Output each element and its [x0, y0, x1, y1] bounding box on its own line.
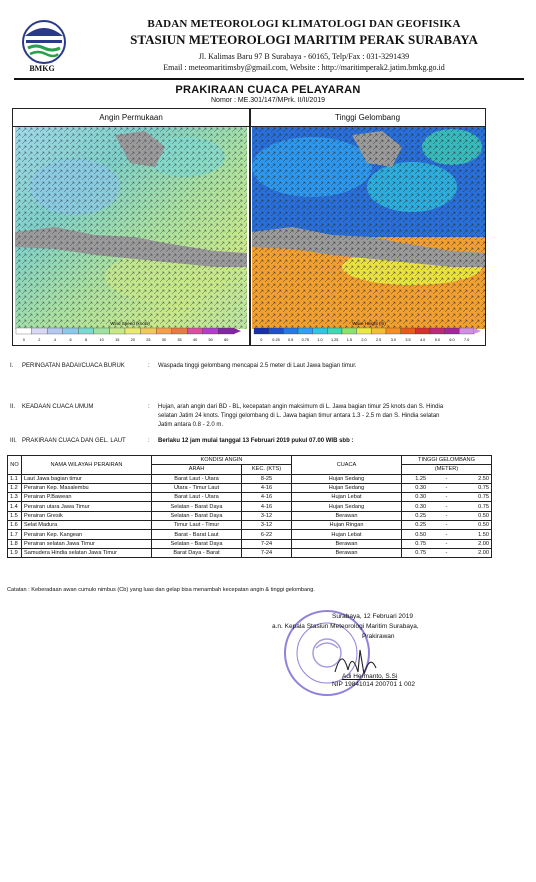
cell-direction: Selatan - Barat Daya	[152, 502, 242, 511]
col-header-speed: KEC. (KTS)	[242, 465, 292, 474]
cell-area: Perairan Kep. Kangean	[22, 530, 152, 539]
table-row	[8, 474, 492, 483]
wave-map	[252, 127, 485, 329]
scale-swatch	[141, 328, 157, 334]
section-forecast	[0, 437, 536, 449]
cell-speed: 8-25	[242, 474, 292, 483]
scale-tick-label: 6	[69, 338, 72, 342]
cell-speed: 7-24	[242, 548, 292, 557]
cell-weather: Berawan	[292, 511, 402, 520]
station-name: STASIUN METEOROLOGI MARITIM PERAK SURABAYA	[130, 32, 478, 47]
cell-wave-dash: -	[439, 483, 453, 492]
agency-name: BADAN METEOROLOGI KLIMATOLOGI DAN GEOFISIKA	[147, 18, 461, 30]
scale-tick-label: 15	[115, 338, 120, 342]
scale-tick-label: 50	[208, 338, 213, 342]
cell-weather: Hujan Lebat	[292, 493, 402, 502]
wave-scale-label: Wave Height (m)	[352, 321, 386, 326]
cell-area: Perairan P.Bawean	[22, 493, 152, 502]
general-weather-line: Hujan, arah angin dari BD - BL, kecepatan angin maksimum di L. Jawa bagian timur 25 knots dan S. Hindia	[158, 404, 444, 410]
scale-swatch	[78, 328, 94, 334]
cell-direction: Timur Laut - Timur	[152, 521, 242, 530]
wind-map	[15, 127, 247, 329]
cell-no: 1.1	[8, 474, 22, 483]
scale-tick-label: 0.5	[288, 338, 294, 342]
cell-speed: 7-24	[242, 539, 292, 548]
signer-name: Adi Hermanto, S.Si	[342, 673, 398, 680]
cell-wave-dash: -	[439, 511, 453, 520]
scale-tick-label: 25	[146, 338, 151, 342]
cell-wave-dash: -	[439, 502, 453, 511]
cell-wave-dash: -	[439, 493, 453, 502]
wave-scale	[252, 318, 486, 346]
scale-swatch	[109, 328, 125, 334]
scale-swatch	[218, 328, 234, 334]
section-label: KEADAAN CUACA UMUM	[22, 404, 94, 410]
cell-direction: Selatan - Barat Daya	[152, 511, 242, 520]
cell-wave-min: 0.25	[402, 511, 440, 520]
section-colon: :	[148, 363, 150, 369]
scale-swatch	[371, 328, 386, 334]
scale-tick-label: 40	[192, 338, 198, 342]
scale-arrow	[234, 328, 241, 334]
table-row	[8, 548, 492, 557]
cell-wave-max: 2.50	[454, 474, 492, 483]
table-row	[8, 521, 492, 530]
table-row	[8, 511, 492, 520]
scale-tick-label: 30	[161, 338, 167, 342]
section-colon: :	[148, 404, 150, 410]
cell-speed: 3-12	[242, 521, 292, 530]
cell-no: 1.7	[8, 530, 22, 539]
scale-swatch	[63, 328, 79, 334]
scale-swatch	[94, 328, 110, 334]
scale-swatch	[125, 328, 141, 334]
scale-swatch	[386, 328, 401, 334]
scale-tick-label: 35	[177, 338, 182, 342]
forecast-validity: Berlaku 12 jam mulai tanggal 13 Februari 2019 pukul 07.00 WIB sbb :	[158, 438, 354, 444]
table-row	[8, 530, 492, 539]
col-header-direction: ARAH	[152, 465, 242, 474]
cell-weather: Hujan Sedang	[292, 474, 402, 483]
signature-block	[272, 612, 522, 690]
scale-arrow	[474, 328, 481, 334]
section-colon: :	[148, 438, 150, 444]
cell-speed: 4-16	[242, 483, 292, 492]
scale-tick-label: 0	[22, 338, 25, 342]
cell-wave-min: 0.30	[402, 483, 440, 492]
scale-swatch	[269, 328, 284, 334]
scale-tick-label: 60	[224, 338, 229, 342]
cell-area: Selat Madura	[22, 521, 152, 530]
scale-swatch	[254, 328, 269, 334]
cell-wave-max: 1.50	[454, 530, 492, 539]
cell-wave-dash: -	[439, 539, 453, 548]
document-number: Nomor : ME.301/147/MPrk. II/II/2019	[211, 97, 325, 104]
logo-text: BMKG	[29, 64, 55, 73]
cell-weather: Hujan Lebat	[292, 530, 402, 539]
scale-swatch	[16, 328, 32, 334]
section-number: II.	[10, 404, 16, 410]
cell-wave-min: 0.50	[402, 530, 440, 539]
scale-swatch	[203, 328, 219, 334]
cell-area: Perairan Gresik	[22, 511, 152, 520]
scale-swatch	[313, 328, 328, 334]
scale-tick-label: 3.0	[390, 338, 396, 342]
on-behalf: a.n. Kepala Stasiun Meteorologi Maritim Surabaya,	[272, 623, 419, 630]
scale-tick-label: 2	[38, 338, 41, 342]
cell-no: 1.9	[8, 548, 22, 557]
cell-direction: Barat Laut - Utara	[152, 474, 242, 483]
forecast-table	[7, 455, 492, 558]
scale-tick-label: 2.0	[361, 338, 367, 342]
scale-tick-label: 1.25	[330, 338, 339, 342]
cell-wave-min: 0.30	[402, 493, 440, 502]
wind-scale	[14, 318, 246, 346]
general-weather-line: Jatim antara 0.8 - 2.0 m.	[158, 422, 224, 428]
section-number: III.	[10, 438, 17, 444]
warning-text: Waspada tinggi gelombang mencapai 2.5 meter di Laut Jawa bagian timur.	[158, 363, 357, 369]
signer-nip: NIP 19841014 200701 1 002	[332, 681, 416, 688]
cell-area: Samudera Hindia selatan Jawa Timur	[22, 548, 152, 557]
cell-direction: Barat Laut - Utara	[152, 493, 242, 502]
cell-direction: Selatan - Barat Daya	[152, 539, 242, 548]
scale-swatch	[401, 328, 416, 334]
cell-weather: Hujan Sedang	[292, 502, 402, 511]
scale-swatch	[283, 328, 298, 334]
section-label: PERINGATAN BADAI/CUACA BURUK	[22, 363, 125, 369]
cell-weather: Berawan	[292, 539, 402, 548]
table-row	[8, 483, 492, 492]
cell-area: Perairan utara Jawa Timur	[22, 502, 152, 511]
address: Jl. Kalimas Baru 97 B Surabaya - 60165, Telp/Fax : 031-3291439	[198, 52, 410, 61]
scale-swatch	[415, 328, 430, 334]
document-title: PRAKIRAAN CUACA PELAYARAN	[175, 84, 361, 96]
signer-role: Prakirawan	[362, 633, 395, 640]
table-row	[8, 493, 492, 502]
col-header-weather: CUACA	[292, 456, 402, 475]
scale-tick-label: 10	[99, 338, 104, 342]
cell-wave-dash: -	[439, 548, 453, 557]
section-number: I.	[10, 363, 14, 369]
cell-wave-max: 2.00	[454, 539, 492, 548]
scale-swatch	[298, 328, 313, 334]
table-row	[8, 539, 492, 548]
section-general-weather	[0, 403, 536, 433]
header-divider	[14, 78, 524, 80]
cell-wave-max: 0.75	[454, 502, 492, 511]
cell-no: 1.4	[8, 502, 22, 511]
cell-wave-max: 0.75	[454, 493, 492, 502]
section-warning	[0, 362, 536, 374]
cell-wave-min: 0.30	[402, 502, 440, 511]
wind-scale-label: Wind Speed (knots)	[110, 321, 150, 326]
scale-tick-label: 0	[260, 338, 263, 342]
cell-direction: Utara - Timur Laut	[152, 483, 242, 492]
scale-swatch	[172, 328, 188, 334]
cell-speed: 3-12	[242, 511, 292, 520]
cell-wave-dash: -	[439, 530, 453, 539]
cell-wave-max: 0.50	[454, 511, 492, 520]
cell-wave-min: 0.75	[402, 539, 440, 548]
cell-weather: Hujan Sedang	[292, 483, 402, 492]
cell-speed: 4-16	[242, 493, 292, 502]
section-label: PRAKIRAAN CUACA DAN GEL. LAUT	[22, 438, 126, 444]
forecast-maps	[12, 108, 486, 346]
cell-wave-max: 0.50	[454, 521, 492, 530]
scale-swatch	[156, 328, 172, 334]
scale-tick-label: 4	[53, 338, 56, 342]
cell-no: 1.2	[8, 483, 22, 492]
cell-speed: 6-22	[242, 530, 292, 539]
scale-tick-label: 5.0	[434, 338, 440, 342]
scale-tick-label: 4.0	[420, 338, 426, 342]
cell-wave-max: 0.75	[454, 483, 492, 492]
col-header-wind: KONDISI ANGIN	[152, 456, 292, 465]
scale-swatch	[187, 328, 203, 334]
scale-swatch	[342, 328, 357, 334]
cell-area: Perairan selatan Jawa Timur	[22, 539, 152, 548]
scale-tick-label: 3.5	[405, 338, 411, 342]
cell-no: 1.5	[8, 511, 22, 520]
wave-map-title: Tinggi Gelombang	[250, 109, 485, 127]
scale-tick-label: 7.0	[464, 338, 470, 342]
scale-swatch	[459, 328, 474, 334]
cell-direction: Barat Daya - Barat	[152, 548, 242, 557]
scale-tick-label: 0.75	[301, 338, 310, 342]
cell-weather: Berawan	[292, 548, 402, 557]
col-header-wave: TINGGI GELOMBANG	[402, 456, 492, 465]
cell-wave-dash: -	[439, 521, 453, 530]
table-note: Catatan : Keberadaan awan cumulo nimbus (Cb) yang luas dan gelap bisa menambah kecepatan angin & tinggi gelombang.	[7, 587, 315, 593]
scale-swatch	[47, 328, 63, 334]
cell-area: Perairan Kep. Masalembu	[22, 483, 152, 492]
scale-tick-label: 1.0	[317, 338, 323, 342]
scale-swatch	[32, 328, 48, 334]
cell-no: 1.8	[8, 539, 22, 548]
scale-swatch	[445, 328, 460, 334]
scale-tick-label: 8	[85, 338, 88, 342]
cell-wave-max: 2.00	[454, 548, 492, 557]
scale-tick-label: 0.25	[272, 338, 280, 342]
letterhead	[14, 12, 524, 76]
cell-no: 1.6	[8, 521, 22, 530]
scale-tick-label: 6.0	[449, 338, 455, 342]
table-row	[8, 502, 492, 511]
cell-direction: Barat - Barat Laut	[152, 530, 242, 539]
cell-wave-min: 1.25	[402, 474, 440, 483]
col-header-wave-unit: (METER)	[402, 465, 492, 474]
cell-area: Laut Jawa bagian timur	[22, 474, 152, 483]
scale-swatch	[357, 328, 372, 334]
cell-no: 1.3	[8, 493, 22, 502]
cell-speed: 4-16	[242, 502, 292, 511]
contact: Email : meteomaritimsby@gmail.com, Website : http://maritimperak2.jatim.bmkg.go.id	[163, 63, 445, 72]
scale-swatch	[430, 328, 445, 334]
col-header-no: NO	[8, 456, 22, 475]
col-header-area: NAMA WILAYAH PERAIRAN	[22, 456, 152, 475]
map-divider	[249, 109, 251, 345]
cell-wave-dash: -	[439, 474, 453, 483]
cell-wave-min: 0.75	[402, 548, 440, 557]
place-date: Surabaya, 12 Februari 2019	[332, 613, 413, 620]
general-weather-line: selatan Jatim 24 knots. Tinggi gelombang di L. Jawa bagian timur antara 1.3 - 2.5 m dan S. Hindia selatan	[158, 413, 440, 419]
scale-tick-label: 20	[130, 338, 135, 342]
cell-weather: Hujan Ringan	[292, 521, 402, 530]
cell-wave-min: 0.25	[402, 521, 440, 530]
wind-map-title: Angin Permukaan	[13, 109, 249, 127]
scale-tick-label: 2.5	[376, 338, 382, 342]
scale-swatch	[327, 328, 342, 334]
scale-tick-label: 1.5	[346, 338, 352, 342]
